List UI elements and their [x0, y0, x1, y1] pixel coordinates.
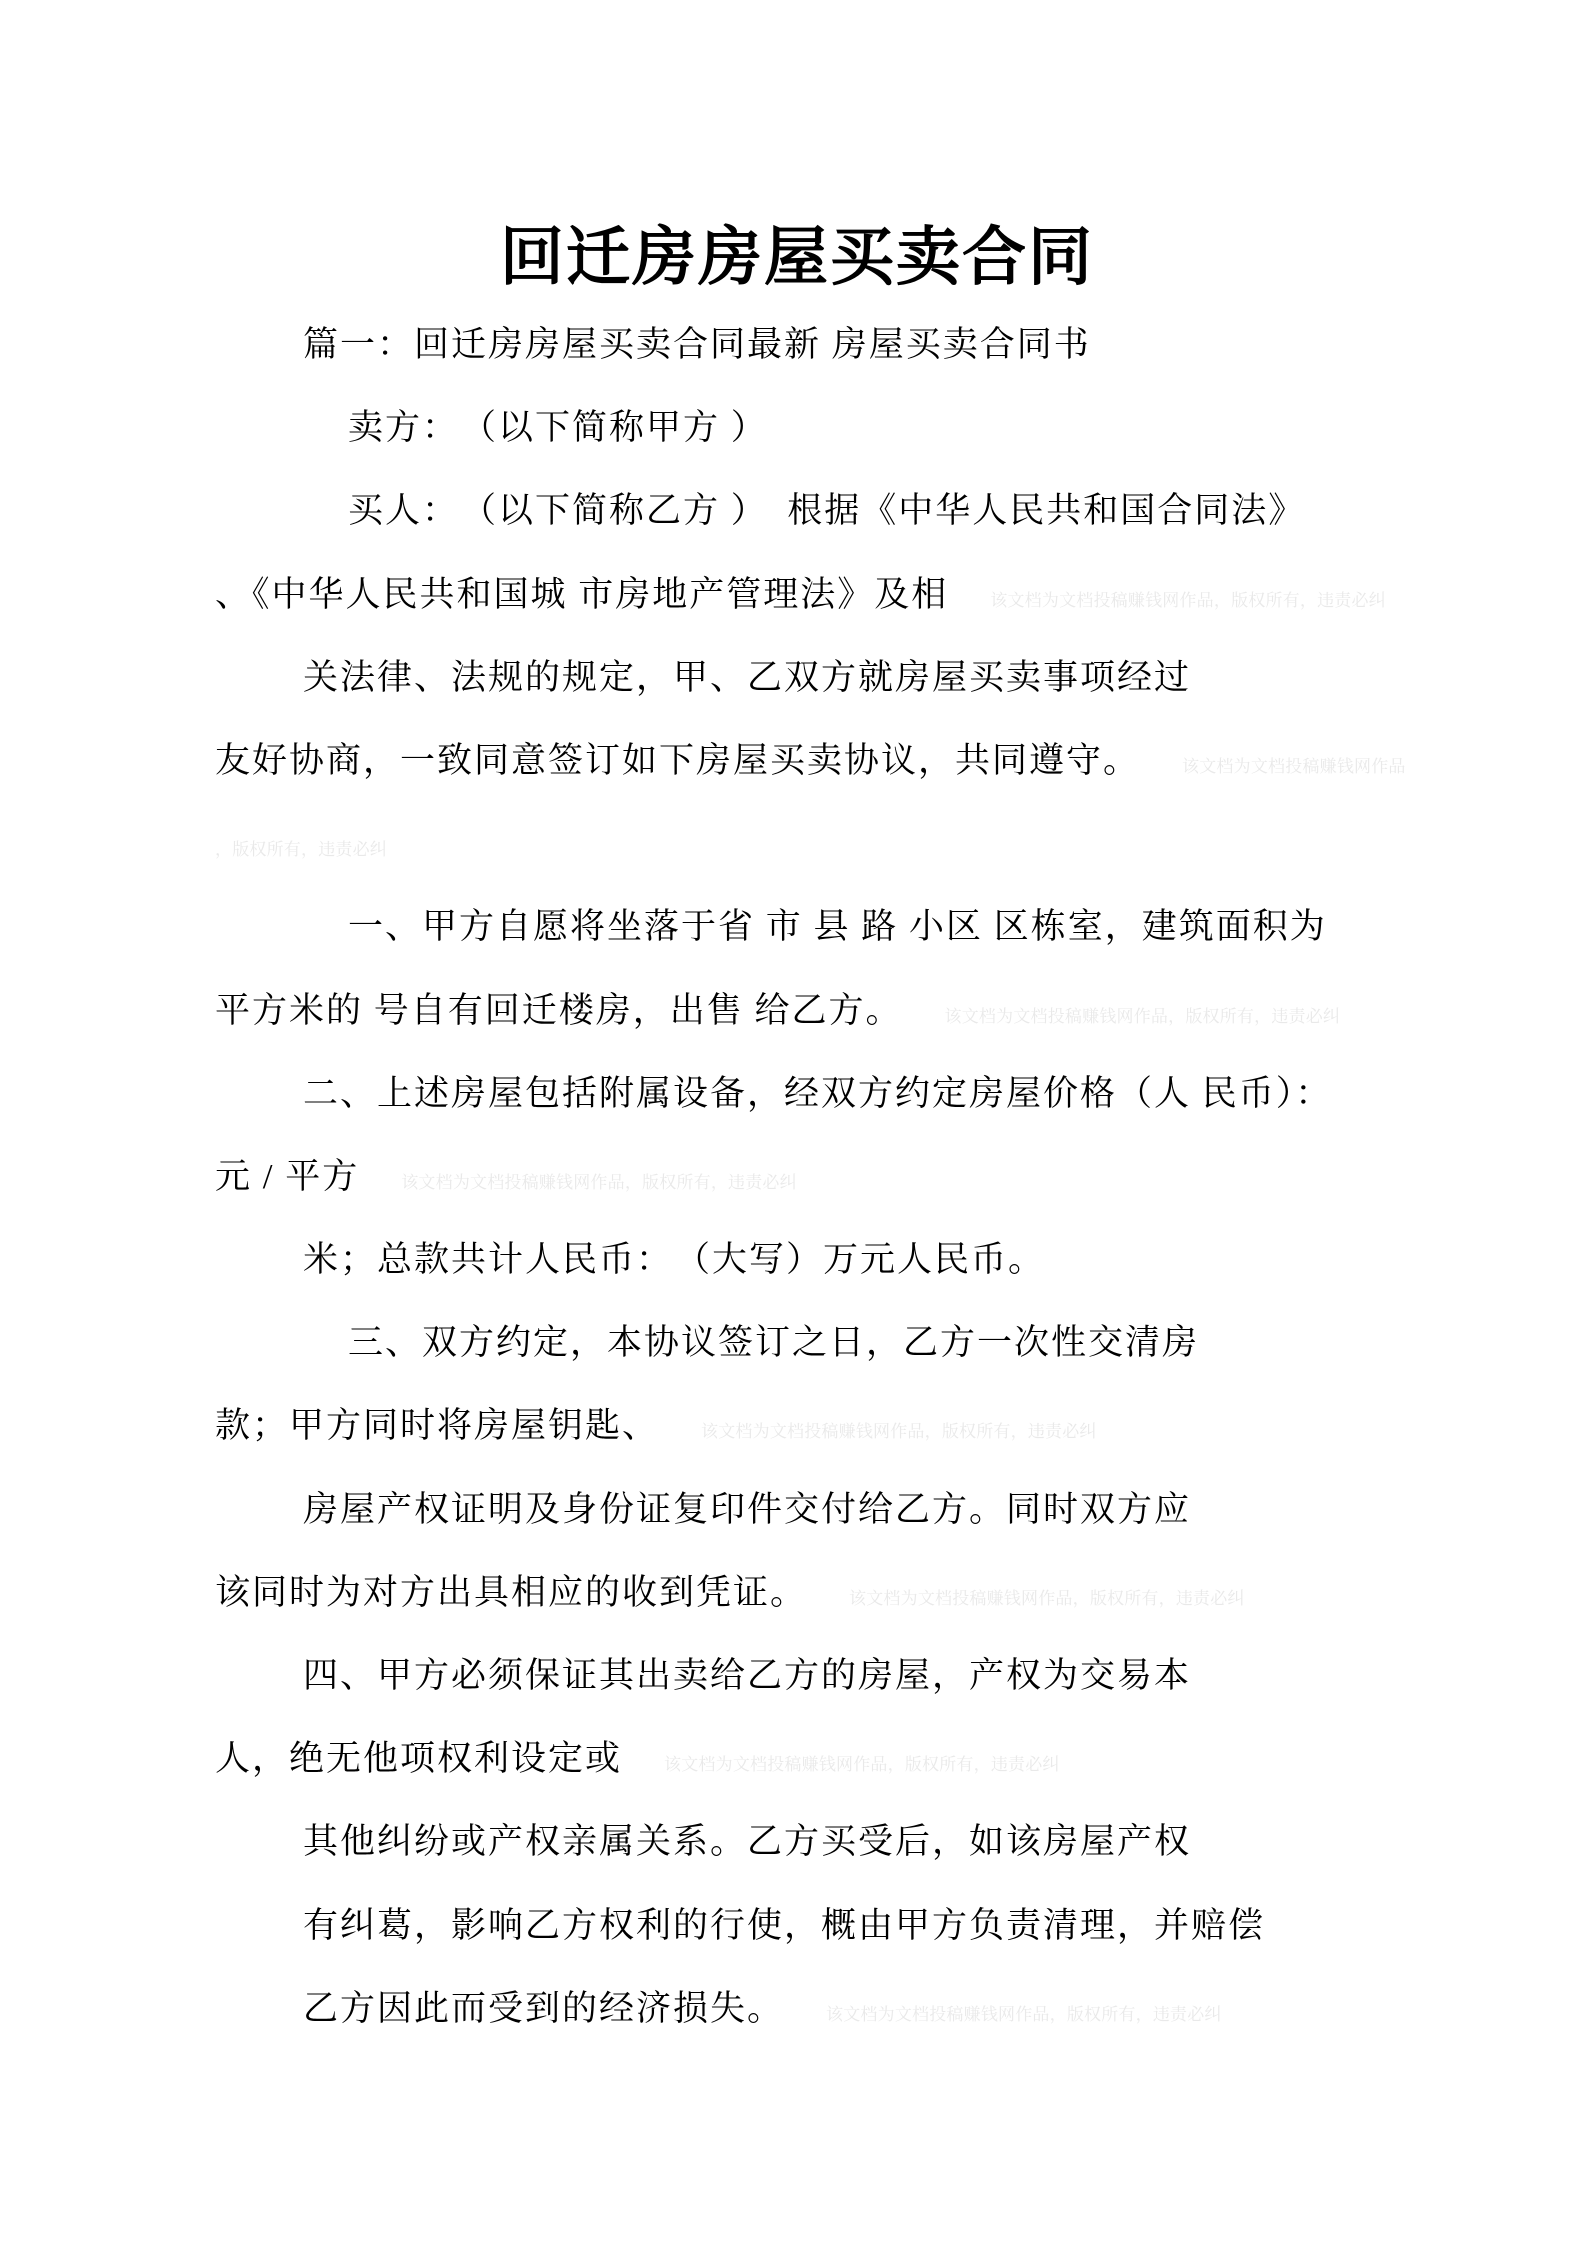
document-line: [215, 572, 1474, 655]
document-line: [215, 1819, 1474, 1902]
document-line: [215, 821, 1474, 904]
document-line: [215, 1487, 1474, 1570]
line-text: 四、甲方必须保证其出卖给乙方的房屋，产权为交易本: [303, 1656, 1192, 1695]
document-line: [215, 322, 1474, 405]
watermark-text: 该文档为文档投稿赚钱网作品，版权所有，违责必纠: [849, 1588, 1245, 1608]
document-line: [215, 988, 1474, 1071]
line-text: 友好协商，一致同意签订如下房屋买卖协议，共同遵守。: [215, 740, 1141, 780]
line-text: 该同时为对方出具相应的收到凭证。: [215, 1572, 808, 1612]
document-line: [215, 1570, 1474, 1653]
line-text: 平方米的 号自有回迁楼房，出售 给乙方。: [215, 990, 903, 1030]
watermark-text: 该文档为文档投稿赚钱网作品，版权所有，违责必纠: [401, 1172, 797, 1192]
document-line: [215, 1903, 1474, 1986]
document-body: [215, 322, 1474, 2069]
document-line: [215, 1237, 1474, 1320]
document-line: [215, 1071, 1474, 1154]
line-text: 人，绝无他项权利设定或: [215, 1739, 623, 1779]
document-line: [215, 1736, 1474, 1819]
watermark-text: 该文档为文档投稿赚钱网作品: [1182, 756, 1406, 776]
document-line: [215, 1986, 1474, 2069]
document-line: [215, 1403, 1474, 1486]
line-text: 篇一：回迁房房屋买卖合同最新 房屋买卖合同书: [303, 325, 1091, 364]
document-line: [215, 405, 1474, 488]
watermark-text: 该文档为文档投稿赚钱网作品，版权所有，违责必纠: [826, 2004, 1222, 2024]
watermark-text: 该文档为文档投稿赚钱网作品，版权所有，违责必纠: [664, 1755, 1060, 1775]
line-text: 房屋产权证明及身份证复印件交付给乙方。同时双方应: [303, 1489, 1192, 1529]
document-title: 回迁房房屋买卖合同: [500, 221, 1094, 293]
line-text: 、《中华人民共和国城 市房地产管理法》及相: [215, 574, 949, 614]
document-line: [215, 1320, 1474, 1403]
line-text: 关法律、法规的规定，甲、乙双方就房屋买卖事项经过: [303, 657, 1192, 697]
watermark-text: 该文档为文档投稿赚钱网作品，版权所有，违责必纠: [701, 1422, 1097, 1442]
document-line: [215, 655, 1474, 738]
line-text: 元 / 平方: [215, 1156, 360, 1196]
line-text: 一、甲方自愿将坐落于省 市 县 路 小区 区栋室，建筑面积为: [348, 907, 1327, 947]
line-text: 其他纠纷或产权亲属关系。乙方买受后，如该房屋产权: [303, 1822, 1192, 1862]
line-text: 卖方： （以下简称甲方 ）: [348, 408, 768, 448]
watermark-text: 该文档为文档投稿赚钱网作品，版权所有，违责必纠: [990, 590, 1386, 610]
document-line: [215, 488, 1474, 571]
line-text: 乙方因此而受到的经济损失。: [303, 1988, 785, 2028]
document-line: [215, 1653, 1474, 1736]
document-line: [215, 1154, 1474, 1237]
line-text: 米；总款共计人民币： （大写）万元人民币。: [303, 1240, 1046, 1280]
document-line: [215, 904, 1474, 987]
line-text: 买人： （以下简称乙方 ） 根据《中华人民共和国合同法》: [348, 491, 1306, 531]
watermark-text: 该文档为文档投稿赚钱网作品，版权所有，违责必纠: [944, 1006, 1341, 1026]
line-text: 三、双方约定，本协议签订之日，乙方一次性交清房: [348, 1323, 1200, 1363]
watermark-text: ，版权所有，违责必纠: [215, 840, 387, 860]
line-text: 有纠葛，影响乙方权利的行使，概由甲方负责清理，并赔偿: [303, 1905, 1266, 1945]
document-line: [215, 738, 1474, 821]
line-text: 款；甲方同时将房屋钥匙、: [215, 1406, 660, 1446]
line-text: 二、上述房屋包括附属设备，经双方约定房屋价格（人 民币）：: [303, 1073, 1333, 1113]
